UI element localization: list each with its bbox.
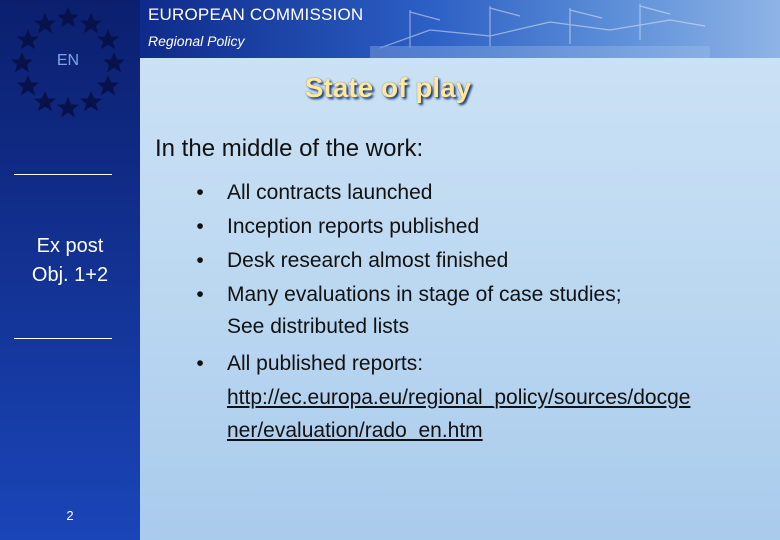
bullet-text: Many evaluations in stage of case studies; [227, 283, 622, 306]
bullet-icon: • [196, 249, 204, 272]
slide-content [140, 0, 780, 540]
intro-text: In the middle of the work: [155, 135, 424, 162]
header-banner [140, 0, 780, 58]
list-item [190, 278, 780, 343]
bullet-icon: • [196, 181, 204, 204]
section-label-line2: Obj. 1+2 [31, 264, 109, 286]
slide-title: State of play [304, 72, 472, 103]
list-item [190, 347, 780, 447]
bullet-text: Desk research almost finished [227, 249, 509, 272]
sidebar [0, 0, 140, 540]
harbor-image [370, 0, 710, 58]
list-item [190, 176, 780, 210]
bullet-text: Inception reports published [227, 215, 480, 238]
list-item [190, 210, 780, 244]
department-name: Regional Policy [148, 33, 245, 49]
list-item [190, 244, 780, 278]
bullet-text: All contracts launched [227, 181, 433, 204]
bullet-icon: • [196, 352, 204, 375]
language-code: EN [56, 52, 80, 69]
organization-name: EUROPEAN COMMISSION [148, 5, 364, 24]
reports-link-line1: http://ec.europa.eu/regional_policy/sources/docge [227, 386, 691, 409]
bullet-icon: • [196, 283, 204, 306]
sidebar-divider-bottom [14, 338, 112, 339]
page-number: 2 [66, 508, 74, 523]
bullet-continuation: See distributed lists [227, 315, 410, 338]
section-label-line1: Ex post [36, 235, 104, 257]
section-label [0, 232, 140, 290]
bullet-text: All published reports: [227, 352, 424, 375]
bullet-icon: • [196, 215, 204, 238]
reports-link[interactable] [227, 381, 780, 447]
reports-link-line2: ner/evaluation/rado_en.htm [227, 419, 483, 442]
bullet-list [190, 176, 780, 447]
sidebar-divider-top [14, 174, 112, 175]
